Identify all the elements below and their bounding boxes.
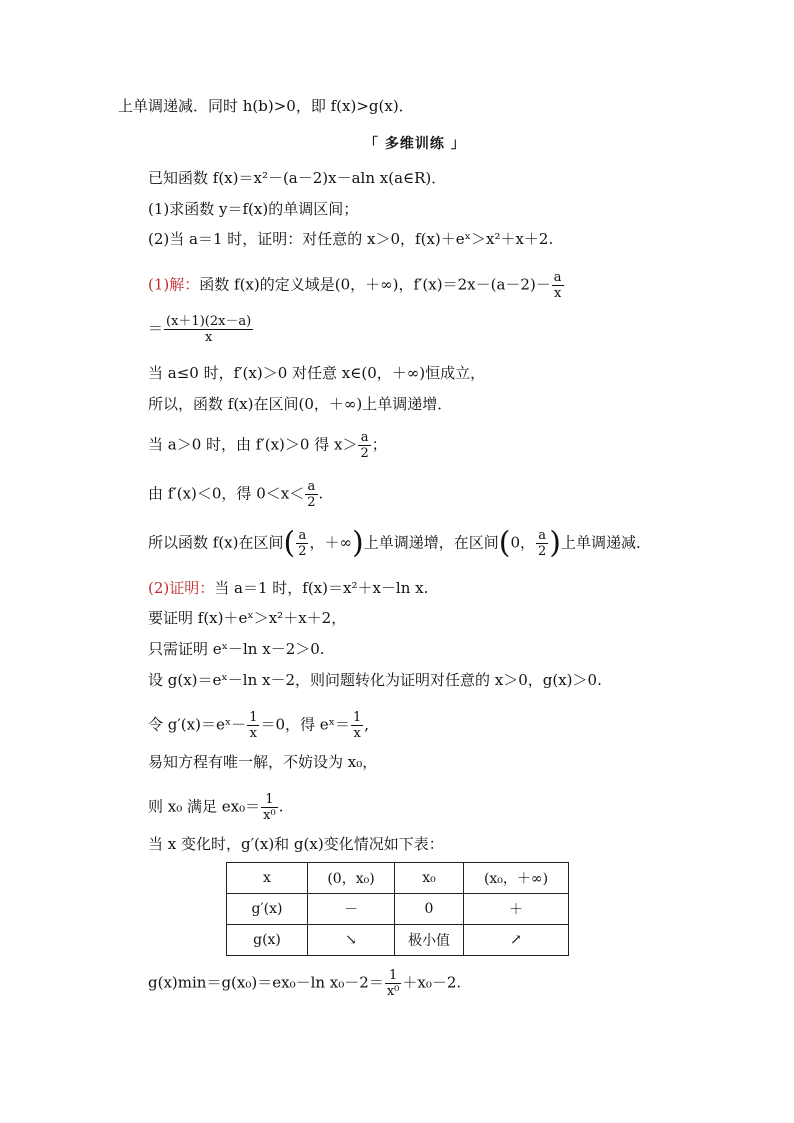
proof-label: (2)证明： xyxy=(148,579,215,597)
table-cell: (0，x₀) xyxy=(308,863,395,894)
fraction: $\frac{(x+1)(2x-a)}{x}$ xyxy=(166,314,252,345)
table-cell: x xyxy=(227,863,308,894)
problem-statement: 已知函数 f(x)＝x²－(a－2)x－aln x(a∈R)． xyxy=(148,169,447,187)
table-cell: 0 xyxy=(395,894,464,925)
text-line: 上单调递减．同时 h(b)>0，即 f(x)>g(x)． xyxy=(118,97,414,115)
text-line: 由 f′(x)＜0，得 0＜x＜ $\frac{a}{2}$ . xyxy=(148,479,324,510)
derivative-fraction: ＝ $\frac{(x+1)(2x-a)}{x}$ xyxy=(148,314,252,345)
table-cell: 极小值 xyxy=(395,925,464,956)
table-row xyxy=(227,925,569,956)
table-cell: ＋ xyxy=(464,894,569,925)
fraction: $\frac{1}{\text{x⁰}}$ xyxy=(386,968,400,999)
variation-table xyxy=(226,862,569,956)
text-line: 设 g(x)＝eˣ－ln x－2，则问题转化为证明对任意的 x＞0，g(x)＞0. xyxy=(148,671,602,689)
question-2: (2)当 a＝1 时，证明：对任意的 x＞0，f(x)＋eˣ＞x²＋x＋2. xyxy=(148,230,554,248)
text-line: 令 g′(x)＝eˣ－ $\frac{1}{x}$ ＝0，得 eˣ＝ $\frac{1}{x}$ , xyxy=(148,710,370,741)
text-line: 则 x₀ 满足 ex₀＝ $\frac{1}{\text{x⁰}}$ . xyxy=(148,792,284,823)
solution-label: (1)解： xyxy=(148,275,200,294)
fraction: $\frac{1}{\text{x⁰}}$ xyxy=(263,792,276,823)
text-line: 所以函数 f(x)在区间( $\frac{a}{2}$ ，＋∞)上单调递增，在区间(0， $\frac{a}{2}$ )上单调递减． xyxy=(148,525,651,561)
text-line: 当 x 变化时，g′(x)和 g(x)变化情况如下表： xyxy=(148,835,444,853)
section-heading: 「 多维训练 」 xyxy=(364,136,466,152)
text-line: 要证明 f(x)＋eˣ＞x²＋x＋2， xyxy=(148,609,347,627)
fraction: $\frac{1}{x}$ xyxy=(249,710,258,741)
table-cell: g′(x) xyxy=(227,894,308,925)
solution-line xyxy=(148,270,565,301)
fraction: $\frac{a}{x}$ xyxy=(553,270,562,301)
text-line: 易知方程有唯一解，不妨设为 x₀， xyxy=(148,753,378,771)
solution-text: 函数 f(x)的定义域是(0，＋∞)，f′(x)＝2x－(a－2)－ xyxy=(199,275,551,294)
fraction: $\frac{a}{2}$ xyxy=(360,430,369,461)
fraction: $\frac{a}{2}$ xyxy=(298,528,307,559)
text-line: 所以，函数 f(x)在区间(0，＋∞)上单调递增． xyxy=(148,395,453,413)
text-line: 当 a＞0 时，由 f′(x)＞0 得 x＞ $\frac{a}{2}$ ； xyxy=(148,430,387,461)
fraction: $\frac{a}{2}$ xyxy=(307,479,316,510)
fraction: $\frac{a}{2}$ xyxy=(537,528,547,559)
table-cell: － xyxy=(308,894,395,925)
table-row xyxy=(227,894,569,925)
text-line: g(x)min＝g(x₀)＝ex₀－ln x₀－2＝ $\frac{1}{\text{x⁰}}$ ＋x₀－2. xyxy=(148,968,462,999)
decreasing-arrow-icon: ↘ xyxy=(308,925,395,956)
fraction: $\frac{1}{x}$ xyxy=(353,710,362,741)
text-line: 当 a≤0 时，f′(x)＞0 对任意 x∈(0，＋∞)恒成立， xyxy=(148,364,486,382)
question-1: (1)求函数 y＝f(x)的单调区间； xyxy=(148,200,359,218)
table-cell: x₀ xyxy=(395,863,464,894)
proof-line: (2)证明：当 a＝1 时，f(x)＝x²＋x－ln x. xyxy=(148,579,429,597)
increasing-arrow-icon: ↗ xyxy=(464,925,569,956)
table-cell: (x₀，＋∞) xyxy=(464,863,569,894)
text-line: 只需证明 eˣ－ln x－2＞0. xyxy=(148,640,325,658)
table-row xyxy=(227,863,569,894)
table-cell: g(x) xyxy=(227,925,308,956)
